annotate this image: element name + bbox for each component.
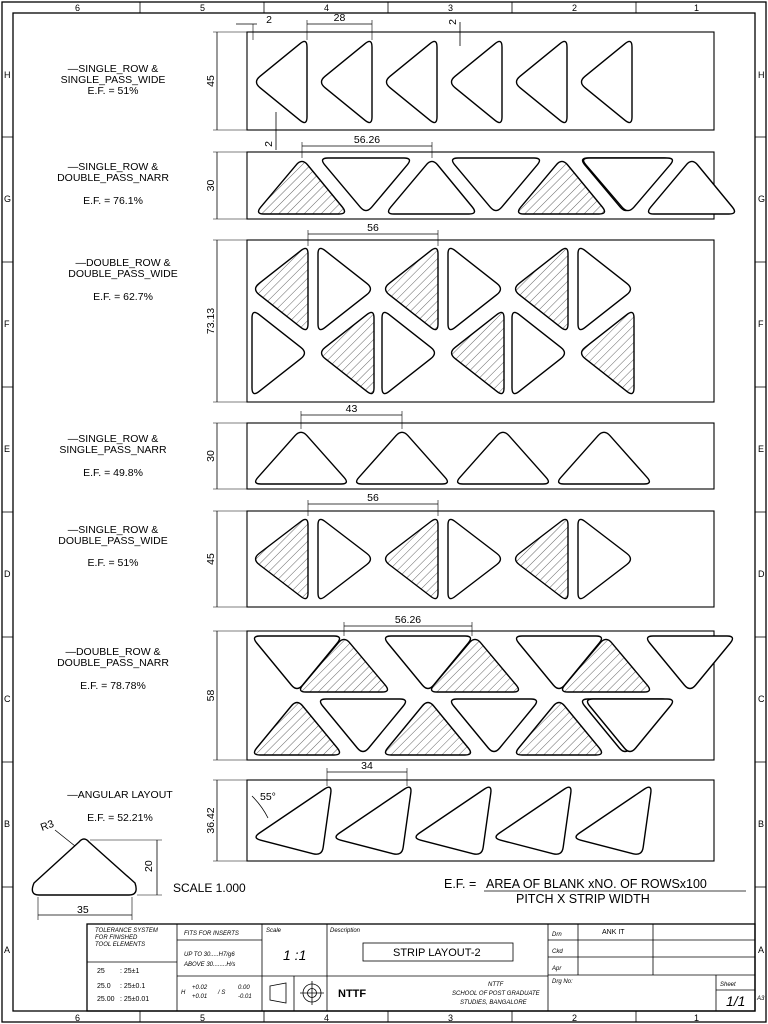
formula-denominator: PITCH X STRIP WIDTH [516,892,650,906]
zone-row-left-2: F [4,319,10,329]
zone-col-top-5: 1 [694,3,700,13]
title-block [87,924,765,1011]
fits-c: 0.00 [238,985,250,991]
strip-6-blank-4 [576,787,651,854]
org-line-1: NTTF [488,982,504,988]
tol-r1-a: 25 [97,968,105,975]
dim-height-6-text: 36.42 [205,807,217,834]
zone-col-bottom-5: 1 [694,1013,700,1023]
dim-pitch-1-text: 56.26 [353,134,381,146]
dim-gap-left-text: 2 [266,14,272,26]
dim-pitch-2-text: 56 [367,222,379,234]
zone-row-left-6: B [4,819,11,829]
ef-formula [444,877,746,906]
layout-2-ef: E.F. = 62.7% [93,291,153,303]
zone-col-top-0: 6 [75,3,81,13]
layout-1-title-line1: —SINGLE_ROW & [67,161,159,173]
dim-pitch-3-text: 43 [345,403,358,415]
fits-s: / S [218,990,226,996]
zone-row-left-7: A [4,945,11,955]
layout-4-title-line2: DOUBLE_PASS_WIDE [58,535,168,547]
zone-row-left-0: H [4,70,11,80]
strip-4-a-1 [386,519,438,598]
scale-note: SCALE 1.000 [173,881,246,895]
strip-3-blank-0 [256,432,347,484]
drg-label: Drg No: [552,979,573,985]
ckd-label: Ckd [552,949,563,955]
strip-0-blank-4 [517,41,568,122]
zone-col-bottom-3: 3 [448,1013,454,1023]
tol-title-2: FOR FINISHED [95,935,138,941]
dim-pitch-4-text: 56 [367,492,379,504]
org-line-3: STUDIES, BANGALORE [460,1000,527,1006]
zone-row-right-0: H [758,70,765,80]
dim-height-5-text: 58 [205,689,217,702]
tol-r2-a: 25.0 [97,983,111,990]
zone-row-left-4: D [4,569,11,579]
zone-row-right-7: A [758,945,765,955]
fits-row-1: UP TO 30.....H7/g6 [184,952,235,958]
zone-row-left-1: G [4,194,12,204]
layout-4-ef: E.F. = 51% [87,557,139,569]
dim-height-2-text: 73.13 [205,307,217,335]
strip-6-blank-2 [416,787,491,854]
strip-0-blank-0 [257,41,308,122]
strip-0-blank-3 [452,41,503,122]
layout-labels [57,63,178,824]
strip-0-blank-5 [582,41,633,122]
zone-col-top-4: 2 [572,3,578,13]
layout-6-title-line1: —ANGULAR LAYOUT [67,789,173,801]
strip-3-blank-2 [458,432,549,484]
dim-pitch-0-text: 28 [333,12,346,24]
layout-3-title-line1: —SINGLE_ROW & [67,433,159,445]
dim-pitch-6-text: 34 [361,760,373,772]
zone-row-right-1: G [758,194,766,204]
blank-detail [32,818,162,920]
description-text: STRIP LAYOUT-2 [393,947,481,959]
scale-label: Scale [266,928,282,934]
fits-b: +0.01 [192,994,208,1000]
strip-0-blank-2 [387,41,438,122]
strip-4-a-2 [516,519,568,598]
org-line-2: SCHOOL OF POST GRADUATE [452,991,540,997]
layout-0-title-line1: —SINGLE_ROW & [67,63,159,75]
drn-label: Drn [552,932,562,938]
tol-r2-b: : 25±0.1 [120,983,146,990]
zone-row-right-3: E [758,444,765,454]
layout-5-title-line1: —DOUBLE_ROW & [65,646,161,658]
strip-layouts [247,32,768,861]
blank-radius-leader [55,830,75,846]
layout-6-ef: E.F. = 52.21% [87,812,153,824]
dim-gap-top-text: 2 [447,19,459,25]
strip-4-a-0 [256,519,308,598]
zone-row-right-4: D [758,569,765,579]
zone-row-left-5: C [4,694,11,704]
sheet-size: A3 [757,996,765,1002]
layout-0-ef: E.F. = 51% [87,85,139,97]
fits-d: -0.01 [238,994,252,1000]
zone-row-left-3: E [4,444,11,454]
strip-5-down1-3 [647,636,732,689]
tol-title-3: TOOL ELEMENTS [95,942,146,948]
sheet-label: Sheet [720,982,736,988]
dim-height-0-text: 45 [205,75,217,87]
tol-r3-b: : 25±0.01 [120,996,150,1003]
dim-height-4-text: 45 [205,553,217,565]
tol-title-1: TOLERANCE SYSTEM [95,928,158,934]
strip-4-b-0 [318,519,370,598]
tol-r1-b: : 25±1 [120,968,140,975]
drn-value: ANK IT [602,929,625,936]
projection-cone-icon [270,983,286,1003]
layout-5-title-line2: DOUBLE_PASS_NARR [57,657,169,669]
dim-gap-bottom-text: 2 [263,141,275,147]
layout-2-title-line2: DOUBLE_PASS_WIDE [68,268,178,280]
zone-col-bottom-2: 4 [324,1013,330,1023]
formula-prefix: E.F. = [444,877,477,891]
description-label: Description [330,928,361,934]
zone-col-top-3: 3 [448,3,454,13]
layout-1-title-line2: DOUBLE_PASS_NARR [57,172,169,184]
fits-row-2: ABOVE 30........H/s [184,962,236,968]
layout-2-title-line1: —DOUBLE_ROW & [75,257,171,269]
blank-triangle [32,839,136,895]
formula-numerator: AREA OF BLANK xNO. OF ROWSx100 [486,877,707,891]
org-logo: NTTF [338,988,367,1000]
dim-height-1-text: 30 [205,179,217,192]
blank-radius-text: R3 [38,817,56,834]
blank-height-text: 20 [143,860,155,872]
strip-3-blank-1 [357,432,448,484]
dim-angle-text: 55° [260,791,276,803]
layout-0-title-line2: SINGLE_PASS_WIDE [60,74,166,86]
layout-4-title-line1: —SINGLE_ROW & [67,524,159,536]
layout-5-ef: E.F. = 78.78% [80,680,146,692]
zone-col-top-1: 5 [200,3,206,13]
strip-6-blank-1 [336,787,411,854]
strip-4-b-1 [448,519,500,598]
scale-value: 1 :1 [283,947,307,963]
fits-h: H [181,990,186,996]
zone-col-bottom-0: 6 [75,1013,81,1023]
strip-3-blank-3 [559,432,650,484]
zone-col-bottom-1: 5 [200,1013,206,1023]
zone-row-right-5: C [758,694,765,704]
strip-0-blank-1 [322,41,373,122]
fits-a: +0.02 [192,985,208,991]
tol-r3-a: 25.00 [97,996,115,1003]
blank-width-text: 35 [77,904,89,916]
zone-col-bottom-4: 2 [572,1013,578,1023]
strip-6-blank-3 [496,787,571,854]
zone-col-top-2: 4 [324,3,330,13]
dim-pitch-5-text: 56.26 [394,614,422,626]
zone-row-right-6: B [758,819,765,829]
dim-height-3-text: 30 [205,450,217,462]
layout-3-ef: E.F. = 49.8% [83,467,143,479]
layout-3-title-line2: SINGLE_PASS_NARR [59,444,167,456]
layout-1-ef: E.F. = 76.1% [83,195,143,207]
strip-4-b-2 [578,519,630,598]
fits-title: FITS FOR INSERTS [184,931,239,937]
zone-row-right-2: F [758,319,764,329]
sheet-value: 1/1 [726,993,746,1009]
apr-label: Apr [552,966,562,972]
